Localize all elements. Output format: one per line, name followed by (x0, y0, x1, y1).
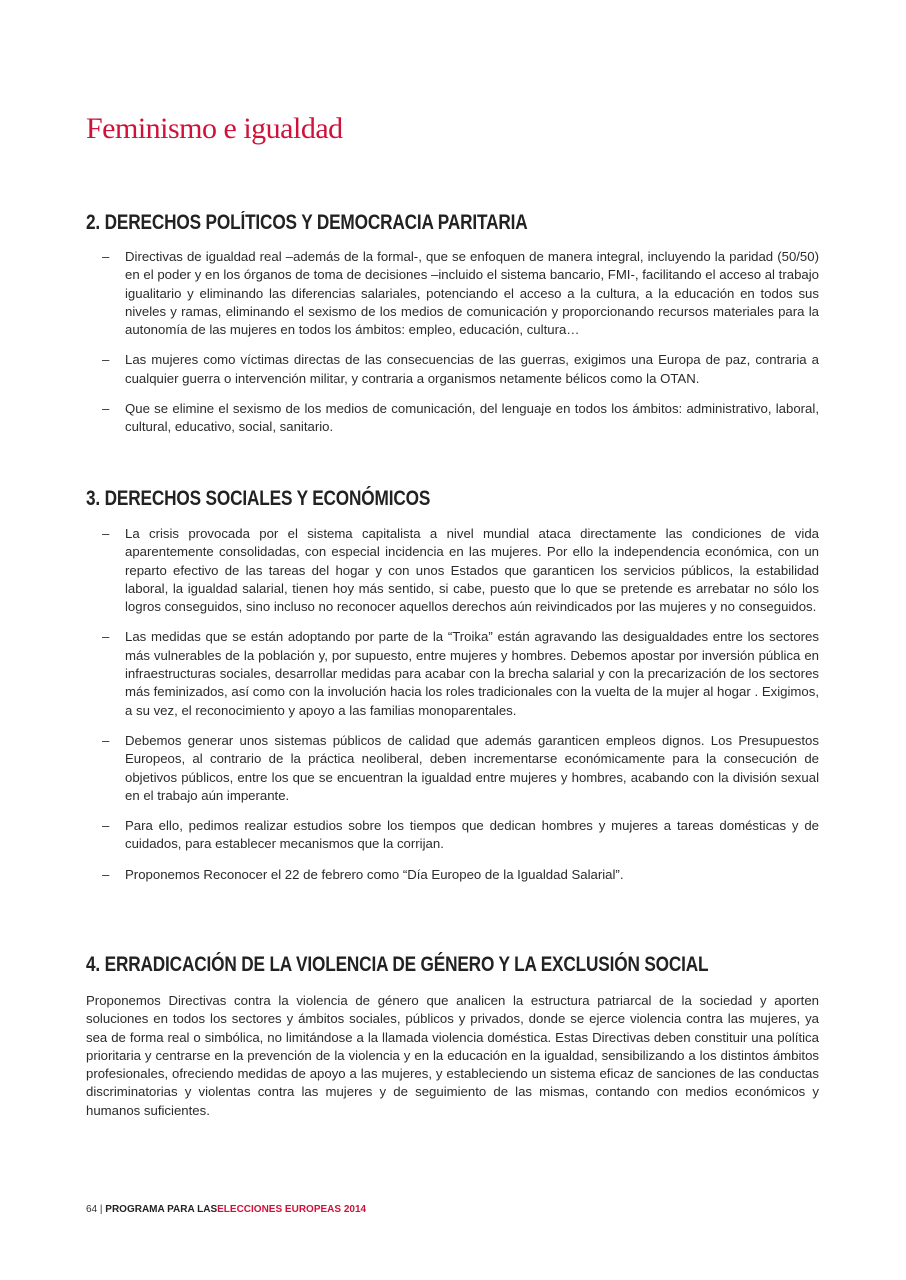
list-item-text: Directivas de igualdad real –además de la formal-, que se enfoquen de manera integral, incluyendo la paridad (50/50) en el poder y en los órganos de toma de decisiones –incluido el sistema bancario, FMI-, facilitando el acceso al trabajo igualitario y eliminando las diferencias salariales, potenciando el acceso a la cultura, a la educación en todos sus niveles y ramas, eliminando el sexismo de los medios de comunicación y proporcionando recursos materiales para la autonomía de las mujeres en todos los ámbitos: empleo, educación, cultura… (125, 249, 819, 338)
list-item-text: La crisis provocada por el sistema capitalista a nivel mundial ataca directamente las condiciones de vida aparentemente consolidadas, con especial incidencia en las mujeres. Por ello la independencia económica, con un reparto efectivo de las tareas del hogar y con unos Estados que garanticen los servicios públicos, la estabilidad laboral, la igualdad salarial, tienen hoy más sentido, si cabe, puesto que lo que se pretende es arrebatar no sólo los logros conseguidos, sino incluso no reconocer aquellos derechos aún reivindicados por las mujeres y no conseguidos. (125, 526, 819, 615)
list-item-text: Para ello, pedimos realizar estudios sobre los tiempos que dedican hombres y mujeres a tareas domésticas y de cuidados, para establecer mecanismos que la corrijan. (125, 818, 819, 852)
page-number: 64 | (86, 1204, 103, 1215)
list-item (86, 248, 819, 339)
list-item-text: Las medidas que se están adoptando por parte de la “Troika” están agravando las desigualdades entre los sectores más vulnerables de la población y, por supuesto, entre mujeres y hombres. Debemos apostar por inversión pública en infraestructuras sociales, desarrollar medidas para acabar con la brecha salarial y con la precarización de los sectores más feminizados, así como con la involución hacia los roles tradicionales con la vuelta de la mujer al hogar . Exigimos, a su vez, el reconocimiento y apoyo a las familias monoparentales. (125, 629, 819, 718)
page-title: Feminismo e igualdad (86, 112, 343, 145)
list-item (86, 351, 819, 388)
list-item-text: Debemos generar unos sistemas públicos de calidad que además garanticen empleos dignos. Los Presupuestos Europeos, al contrario de la práctica neoliberal, deben incrementarse económicamente para la consecución de objetivos públicos, entre los que se encuentran la igualdad entre mujeres y hombres, acabando con la división sexual en el trabajo aún imperante. (125, 732, 819, 803)
list-item (86, 525, 819, 616)
elections-label: ELECCIONES EUROPEAS 2014 (217, 1204, 367, 1215)
section-3-list (86, 525, 819, 896)
dash-bullet-icon: – (102, 249, 110, 264)
section-4-paragraph: Proponemos Directivas contra la violencia de género que analicen la estructura patriarcal de la sociedad y aporten soluciones en todos los sectores y ámbitos sociales, públicos y privados, donde se ejerce violencia contra las mujeres, ya sea de forma real o simbólica, no limitándose a la llamada violencia doméstica. Estas Directivas deben constituir una política prioritaria y centrarse en la prevención de la violencia y en la educación en la igualdad, sensibilizando a los distintos ámbitos profesionales, ofreciendo medidas de apoyo a las mujeres, y estableciendo un sistema eficaz de sanciones de las conductas discriminatorias y violentas contra las mujeres y de seguimiento de las mismas, contando con medios económicos y humanos suficientes. (86, 993, 819, 1118)
page-footer (86, 1204, 366, 1215)
list-item-text: Las mujeres como víctimas directas de las consecuencias de las guerras, exigimos una Europa de paz, contraria a cualquier guerra o intervención militar, y contraria a organismos netamente bélicos como la OTAN. (125, 352, 819, 386)
dash-bullet-icon: – (102, 818, 110, 834)
dash-bullet-icon: – (102, 401, 110, 417)
dash-bullet-icon: – (102, 629, 110, 645)
section-2-list (86, 248, 819, 449)
section-3-heading: 3. DERECHOS SOCIALES Y ECONÓMICOS (86, 487, 431, 510)
list-item-text: Proponemos Reconocer el 22 de febrero como “Día Europeo de la Igualdad Salarial”. (125, 866, 624, 882)
list-item (86, 732, 819, 805)
section-4-heading: 4. ERRADICACIÓN DE LA VIOLENCIA DE GÉNERO Y LA EXCLUSIÓN SOCIAL (86, 953, 709, 976)
program-label: PROGRAMA PARA LAS (105, 1204, 218, 1215)
dash-bullet-icon: – (102, 866, 110, 882)
dash-bullet-icon: – (102, 732, 110, 748)
list-item (86, 866, 819, 884)
list-item (86, 817, 819, 854)
dash-bullet-icon: – (102, 352, 110, 368)
section-2-heading: 2. DERECHOS POLÍTICOS Y DEMOCRACIA PARITARIA (86, 211, 528, 234)
list-item-text: Que se elimine el sexismo de los medios de comunicación, del lenguaje en todos los ámbitos: administrativo, laboral, cultural, educativo, social, sanitario. (125, 401, 819, 435)
list-item (86, 400, 819, 437)
list-item (86, 628, 819, 719)
dash-bullet-icon: – (102, 526, 110, 541)
